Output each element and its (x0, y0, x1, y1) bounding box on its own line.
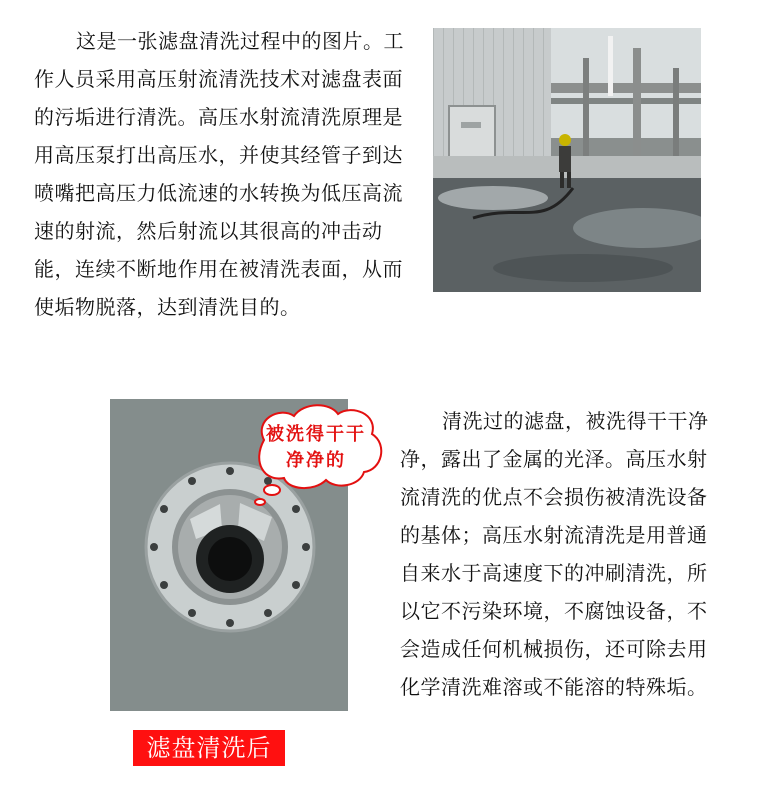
bubble-text: 被洗得干干净净的 (266, 424, 366, 471)
cleaning-scene-image (433, 28, 701, 292)
cleaning-process-photo (433, 28, 701, 292)
speech-bubble (244, 400, 390, 510)
intro-paragraph: 这是一张滤盘清洗过程中的图片。工作人员采用高压射流清洗技术对滤盘表面的污垢进行清洗。高压水射流清洗原理是用高压泵打出高压水，并使其经管子到达喷嘴把高压力低流速的水转换为低压高流速的射流，然后射流以其很高的冲击动能，连续不断地作用在被清洗表面，从而使垢物脱落，达到清洗目的。 (34, 29, 404, 319)
result-paragraph: 清洗过的滤盘，被洗得干干净净，露出了金属的光泽。高压水射流清洗的优点不会损伤被清洗设备的基体；高压水射流清洗是用普通自来水于高速度下的冲刷清洗，所以它不污染环境，不腐蚀设备，不会造成任何机械损伤，还可除去用化学清洗难溶或不能溶的特殊垢。 (400, 409, 709, 699)
photo-caption: 滤盘清洗后 (133, 730, 285, 766)
